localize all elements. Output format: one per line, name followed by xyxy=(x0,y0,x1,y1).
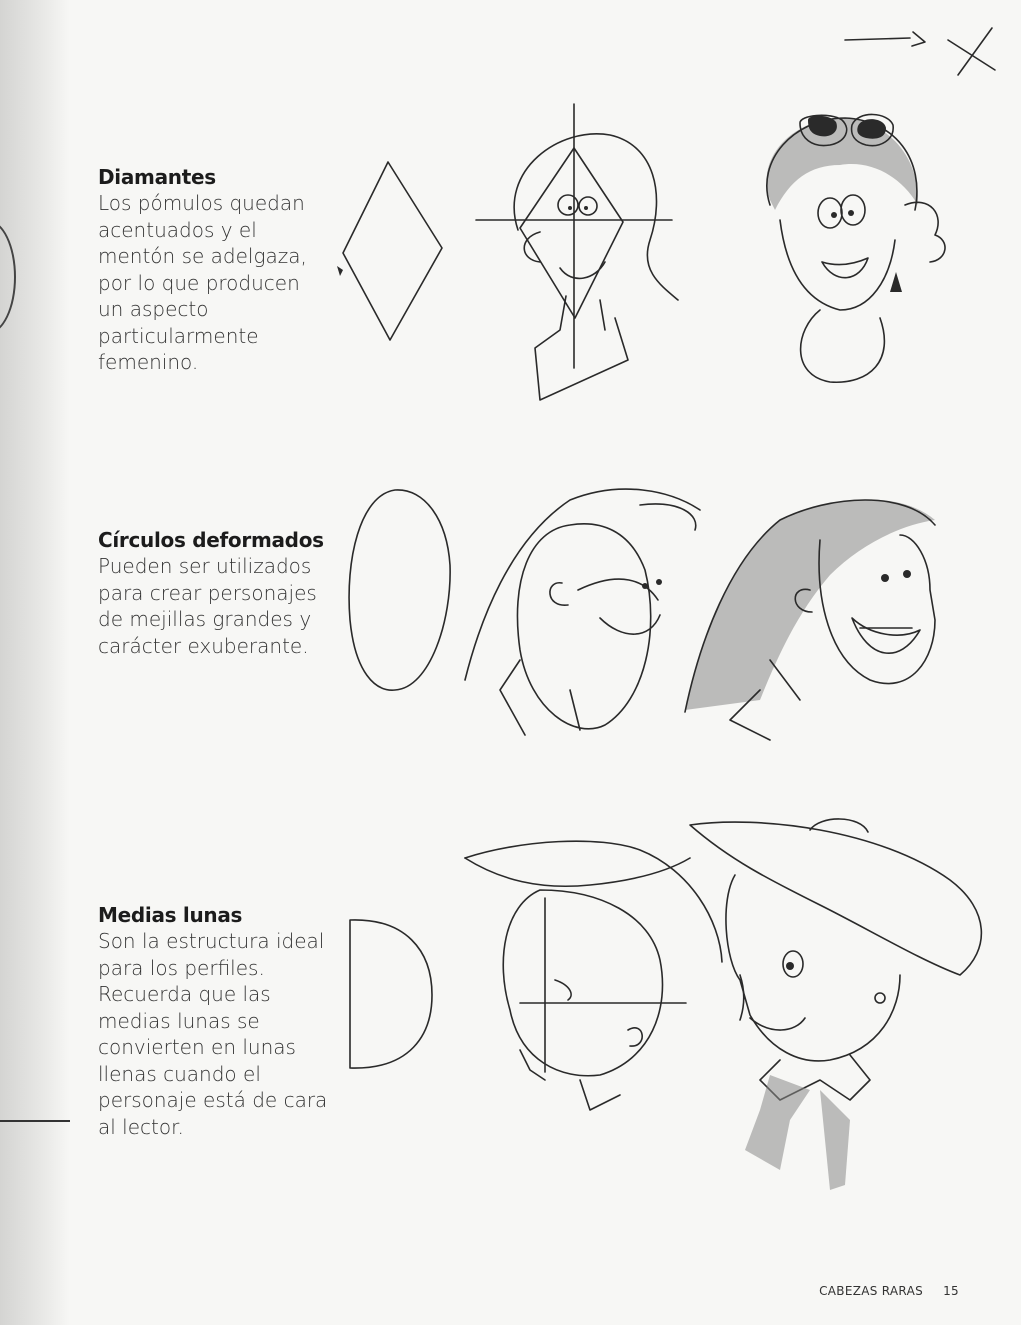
half-moon-sketch-face-icon xyxy=(465,841,722,1110)
section-title: Círculos deformados xyxy=(98,528,324,552)
section-body: Son la estructura ideal para los perfiles. Recuerda que las medias lunas se convierten en lunas llenas cuando el personaje está de cara al lector. xyxy=(98,929,328,1139)
section-body: Los pómulos quedan acentuados y el mentón se adelgaza, por lo que producen un aspecto particularmente femenino. xyxy=(98,191,307,374)
page-number: 15 xyxy=(943,1284,959,1298)
diamond-shape-icon xyxy=(337,162,442,340)
section-body: Pueden ser utilizados para crear personajes de mejillas grandes y carácter exuberante. xyxy=(98,554,317,658)
oval-sketch-face-icon xyxy=(465,489,700,735)
half-moon-shape-icon xyxy=(350,920,432,1068)
section-title: Diamantes xyxy=(98,165,216,189)
oval-shape-icon xyxy=(349,490,450,690)
diamond-finished-face-icon xyxy=(766,114,945,382)
page-footer xyxy=(819,1284,959,1298)
diamond-sketch-face-icon xyxy=(476,104,678,400)
oval-finished-face-icon xyxy=(685,499,935,740)
footer-section-label: CABEZAS RARAS xyxy=(819,1284,923,1298)
section-title: Medias lunas xyxy=(98,903,243,927)
pencil-marks xyxy=(845,28,995,75)
half-moon-finished-face-icon xyxy=(690,819,981,1190)
